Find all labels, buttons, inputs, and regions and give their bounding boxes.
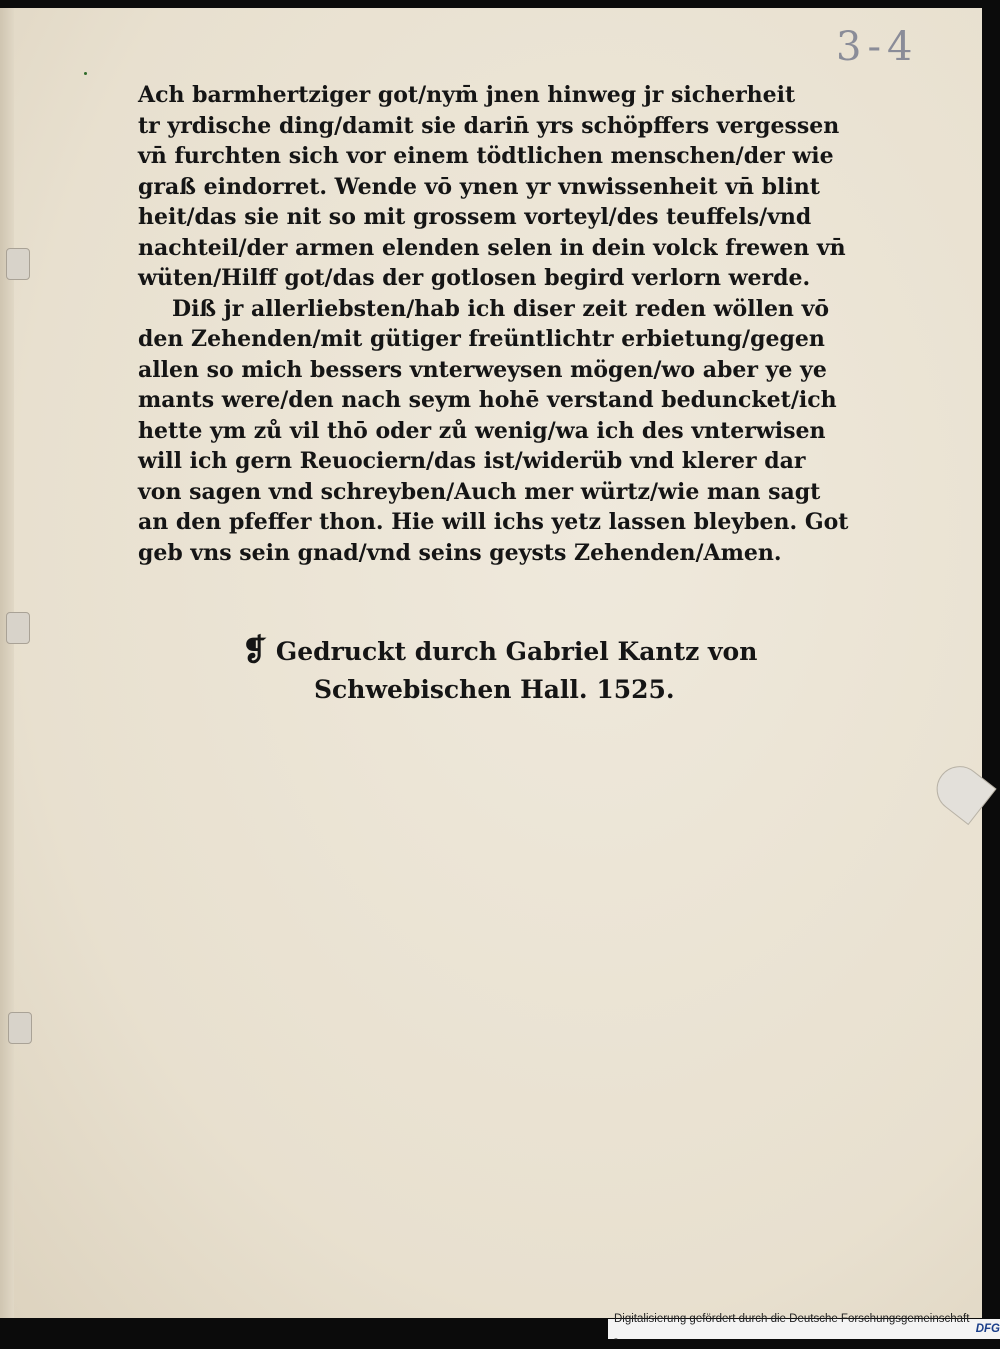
text-line: Diß jr allerliebsten/hab ich diser zeit reden wöllen vō [172,295,830,322]
text-line: geb vns sein gnad/vnd seins geysts Zehenden/Amen. [138,539,782,566]
text-line: an den pfeffer thon. Hie will ichs yetz lassen bleyben. Got [138,509,849,535]
text-line: hette ym zů vil thō oder zů wenig/wa ich des vnterwisen [138,417,826,444]
paragraph-mark-icon: ❡ [242,633,268,668]
binding-tab [6,248,30,280]
text-line: mants were/den nach seym hohē verstand beduncket/ich [138,387,837,413]
text-line: Ach barmhertziger got/nym̄ jnen hinweg jr sicherheit [138,82,796,108]
text-line: wüten/Hilff got/das der gotlosen begird verlorn werde. [138,265,811,291]
binding-tab [6,612,30,644]
footer-text: Digitalisierung gefördert durch die Deutsche Forschungsgemeinschaft - [614,1313,970,1345]
colophon-line-2: Schwebischen Hall. 1525. [314,675,675,704]
dfg-logo: DFG [975,1323,1000,1335]
digitization-footer [608,1313,1000,1345]
text-line: von sagen vnd schreyben/Auch mer würtz/wie man sagt [138,478,821,505]
text-line: vn̄ furchten sich vor einem tödtlichen menschen/der wie [138,143,834,169]
text-line: den Zehenden/mit gütiger freüntlichtr erbietung/gegen [138,326,825,352]
text-line: allen so mich bessers vnterweysen mögen/wo aber ye ye [138,356,827,383]
ink-speck [84,72,87,75]
text-line: will ich gern Reuociern/das ist/widerüb vnd klerer dar [138,448,806,474]
text-line: graß eindorret. Wende vō ynen yr vnwissenheit vn̄ blint [138,173,820,200]
body-text [138,80,849,568]
text-line: tr yrdische ding/damit sie darin̄ yrs schöpffers vergessen [138,112,840,139]
colophon-text-1: Gedruckt durch Gabriel Kantz von [275,637,758,666]
binding-tab [8,1012,32,1044]
scanned-page [14,8,982,1318]
folio-pencil-number: 3-4 [836,24,919,70]
colophon [242,632,758,709]
colophon-line-1 [242,632,758,671]
text-line: nachteil/der armen elenden selen in dein volck frewen vn̄ [138,234,846,261]
text-line: heit/das sie nit so mit grossem vorteyl/des teuffels/vnd [138,204,812,230]
